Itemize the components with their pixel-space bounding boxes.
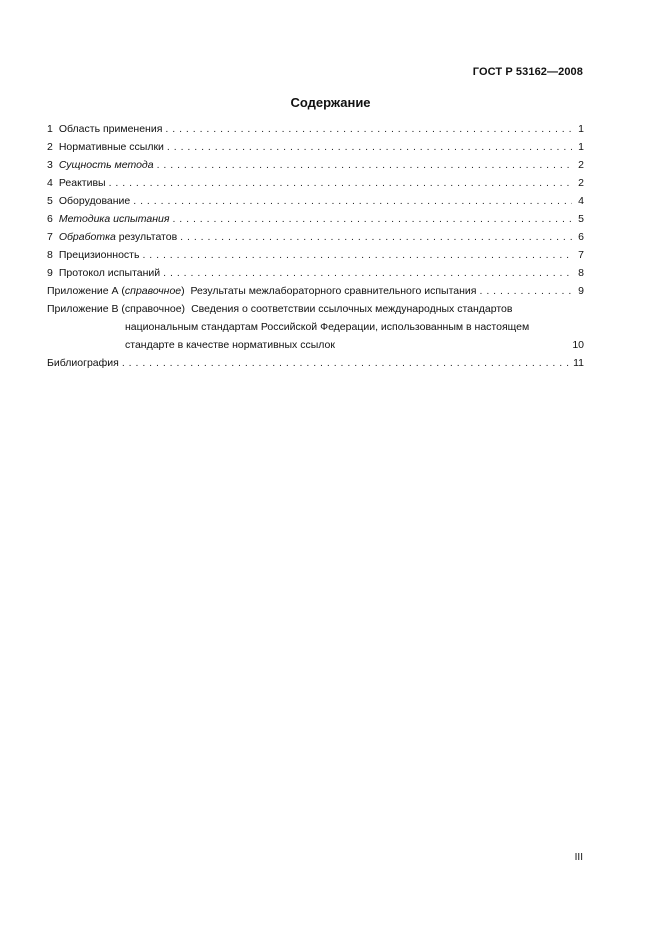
toc-entry-label: Библиография — [47, 357, 119, 369]
toc-page-number: 6 — [578, 231, 584, 243]
toc-page-number: 10 — [572, 339, 584, 351]
toc-page-number: 9 — [578, 285, 584, 297]
toc-entry-label-part: Область применения — [58, 123, 163, 135]
toc-entry-number: 9 — [47, 267, 53, 279]
toc-entry-number: 6 — [47, 213, 53, 225]
toc-entry-label-part: Сущность метода — [58, 159, 154, 171]
toc-page-number: 7 — [578, 249, 584, 261]
toc-entry-label-part: Оборудование — [58, 195, 131, 207]
toc-leader-dots — [142, 246, 572, 264]
toc-leader-dots — [157, 156, 572, 174]
toc-entry-label-part: Реактивы — [58, 177, 106, 189]
appendix-b-title-line2: национальным стандартам Российской Федерации, использованным в настоящем — [125, 321, 530, 333]
toc-title: Содержание — [290, 95, 371, 110]
toc-entry[interactable] — [47, 264, 584, 282]
toc-entry[interactable] — [47, 120, 584, 138]
toc-entry-label — [59, 138, 164, 156]
toc-entry-number: 5 — [47, 195, 53, 207]
toc-entry-appendix-b[interactable] — [47, 300, 584, 354]
page-number-footer: III — [574, 852, 583, 863]
toc-leader-dots — [165, 120, 572, 138]
appendix-b-prefix: Приложение В (справочное) — [47, 303, 186, 315]
toc-entry-label — [59, 120, 163, 138]
table-of-contents — [47, 120, 584, 372]
toc-entry[interactable] — [47, 138, 584, 156]
toc-entry-number: 1 — [47, 123, 53, 135]
toc-leader-dots — [133, 192, 572, 210]
toc-entry-label-part: Обработка — [58, 231, 116, 243]
toc-leader-dots — [109, 174, 572, 192]
toc-entry[interactable] — [47, 210, 584, 228]
toc-entry[interactable] — [47, 174, 584, 192]
toc-entry[interactable] — [47, 156, 584, 174]
toc-page-number: 2 — [578, 159, 584, 171]
toc-entry-label-part: Методика испытания — [58, 213, 170, 225]
standard-code: ГОСТ Р 53162—2008 — [472, 66, 583, 78]
toc-leader-dots — [167, 138, 572, 156]
toc-leader-dots — [163, 264, 572, 282]
toc-entry-label — [59, 174, 106, 192]
toc-entry-label — [59, 156, 154, 174]
toc-entry-label — [59, 264, 160, 282]
toc-entry[interactable] — [47, 192, 584, 210]
toc-entry-bibliography[interactable] — [47, 354, 584, 372]
toc-leader-dots — [479, 282, 572, 300]
toc-entry-label-part: Прецизионность — [58, 249, 140, 261]
toc-leader-dots — [180, 228, 572, 246]
toc-page-number: 2 — [578, 177, 584, 189]
toc-page-number: 8 — [578, 267, 584, 279]
toc-page-number: 5 — [578, 213, 584, 225]
toc-entry-label-part: результатов — [115, 231, 178, 243]
toc-entry-appendix-a[interactable] — [47, 282, 584, 300]
toc-page-number: 4 — [578, 195, 584, 207]
toc-leader-dots — [122, 354, 570, 372]
toc-entry-label — [59, 210, 170, 228]
toc-entry[interactable] — [47, 246, 584, 264]
toc-entry-number: 8 — [47, 249, 53, 261]
toc-entry-label: Приложение А (справочное) Результаты межлабораторного сравнительного испытания — [47, 285, 477, 297]
appendix-b-title-line1: Сведения о соответствии ссылочных международных стандартов — [191, 303, 513, 315]
toc-entry-label — [59, 192, 130, 210]
toc-entry-number: 3 — [47, 159, 53, 171]
appendix-b-title-line3: стандарте в качестве нормативных ссылок — [125, 339, 335, 351]
toc-page-number: 11 — [573, 357, 584, 369]
toc-entry[interactable] — [47, 228, 584, 246]
toc-page-number: 1 — [578, 141, 584, 153]
toc-entry-number: 7 — [47, 231, 53, 243]
toc-entry-label-part: Нормативные ссылки — [58, 141, 164, 153]
toc-entry-label-part: Протокол испытаний — [58, 267, 161, 279]
toc-leader-dots — [172, 210, 572, 228]
toc-entry-number: 2 — [47, 141, 53, 153]
toc-page-number: 1 — [578, 123, 584, 135]
toc-entry-number: 4 — [47, 177, 53, 189]
toc-entry-label — [59, 246, 140, 264]
toc-entry-label — [59, 228, 177, 246]
